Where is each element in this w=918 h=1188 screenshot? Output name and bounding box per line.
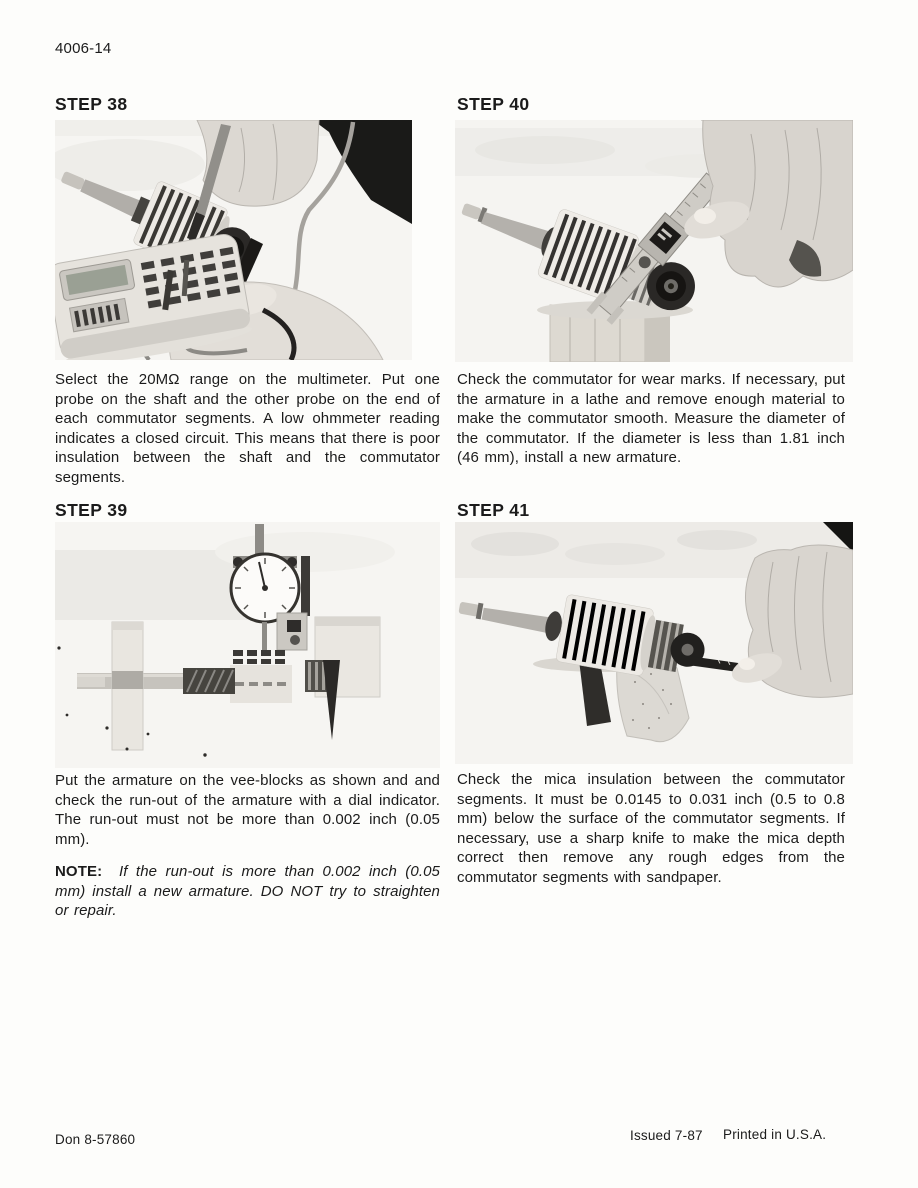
vee-block-left xyxy=(112,622,143,750)
step-41-text: Check the mica insulation between the commutator segments. It must be 0.0145 to 0.031 inch (0.5 to 0.8 mm) below the surface of the commutator segments. If necessary, use a sharp knife to make the mica depth correct then remove any rough edges from the commutator segments with sandpaper. xyxy=(457,771,845,886)
step-38-photo-art xyxy=(55,120,412,360)
step-41-photo xyxy=(455,522,853,764)
step-40-photo-art xyxy=(455,120,853,362)
step-39-heading: STEP 39 xyxy=(55,500,128,520)
step-40-text: Check the commutator for wear marks. If necessary, put the armature in a lathe and remove enough material to make the commutator smooth. Measure the diameter of the commutator. If the diameter is less than 1.81 inch (46 mm), install a new armature. xyxy=(457,371,845,467)
step-38-photo xyxy=(55,120,412,360)
thumbnail xyxy=(739,658,755,670)
step-38-heading: STEP 38 xyxy=(55,94,128,114)
step-39-photo-art xyxy=(55,522,440,768)
indicator-bracket xyxy=(277,613,307,650)
step-41-heading: STEP 41 xyxy=(457,500,530,520)
footer-printed: Printed in U.S.A. xyxy=(723,1127,827,1142)
step-41-photo-art xyxy=(455,522,853,764)
indicator-stylus xyxy=(262,622,267,654)
note-text: If the run-out is more than 0.002 inch (0.05 mm) install a new armature. DO NOT try to straighten or repair. xyxy=(55,863,440,920)
step-40-heading: STEP 40 xyxy=(457,94,530,114)
step-39-note xyxy=(55,862,440,921)
step-39-photo xyxy=(55,522,440,768)
step-40-photo xyxy=(455,120,853,362)
page-number: 4006-14 xyxy=(55,40,112,57)
step-39-text: Put the armature on the vee-blocks as shown and and check the run-out of the armature with a dial indicator. The run-out must not be more than 0.002 inch (0.05 mm). xyxy=(55,772,440,848)
pinion-gear xyxy=(183,668,235,694)
footer-form-number: Don 8-57860 xyxy=(55,1132,136,1147)
footer-issued: Issued 7-87 xyxy=(630,1128,703,1143)
step-38-text: Select the 20MΩ range on the multimeter. Put one probe on the shaft and the other probe on the end of each commutator segments. A low ohmmeter reading indicates a closed circuit. This means that there is poor insulation between the shaft and the commutator segments. xyxy=(55,371,440,486)
thumbnail xyxy=(694,208,716,224)
note-label: NOTE: xyxy=(55,863,119,880)
